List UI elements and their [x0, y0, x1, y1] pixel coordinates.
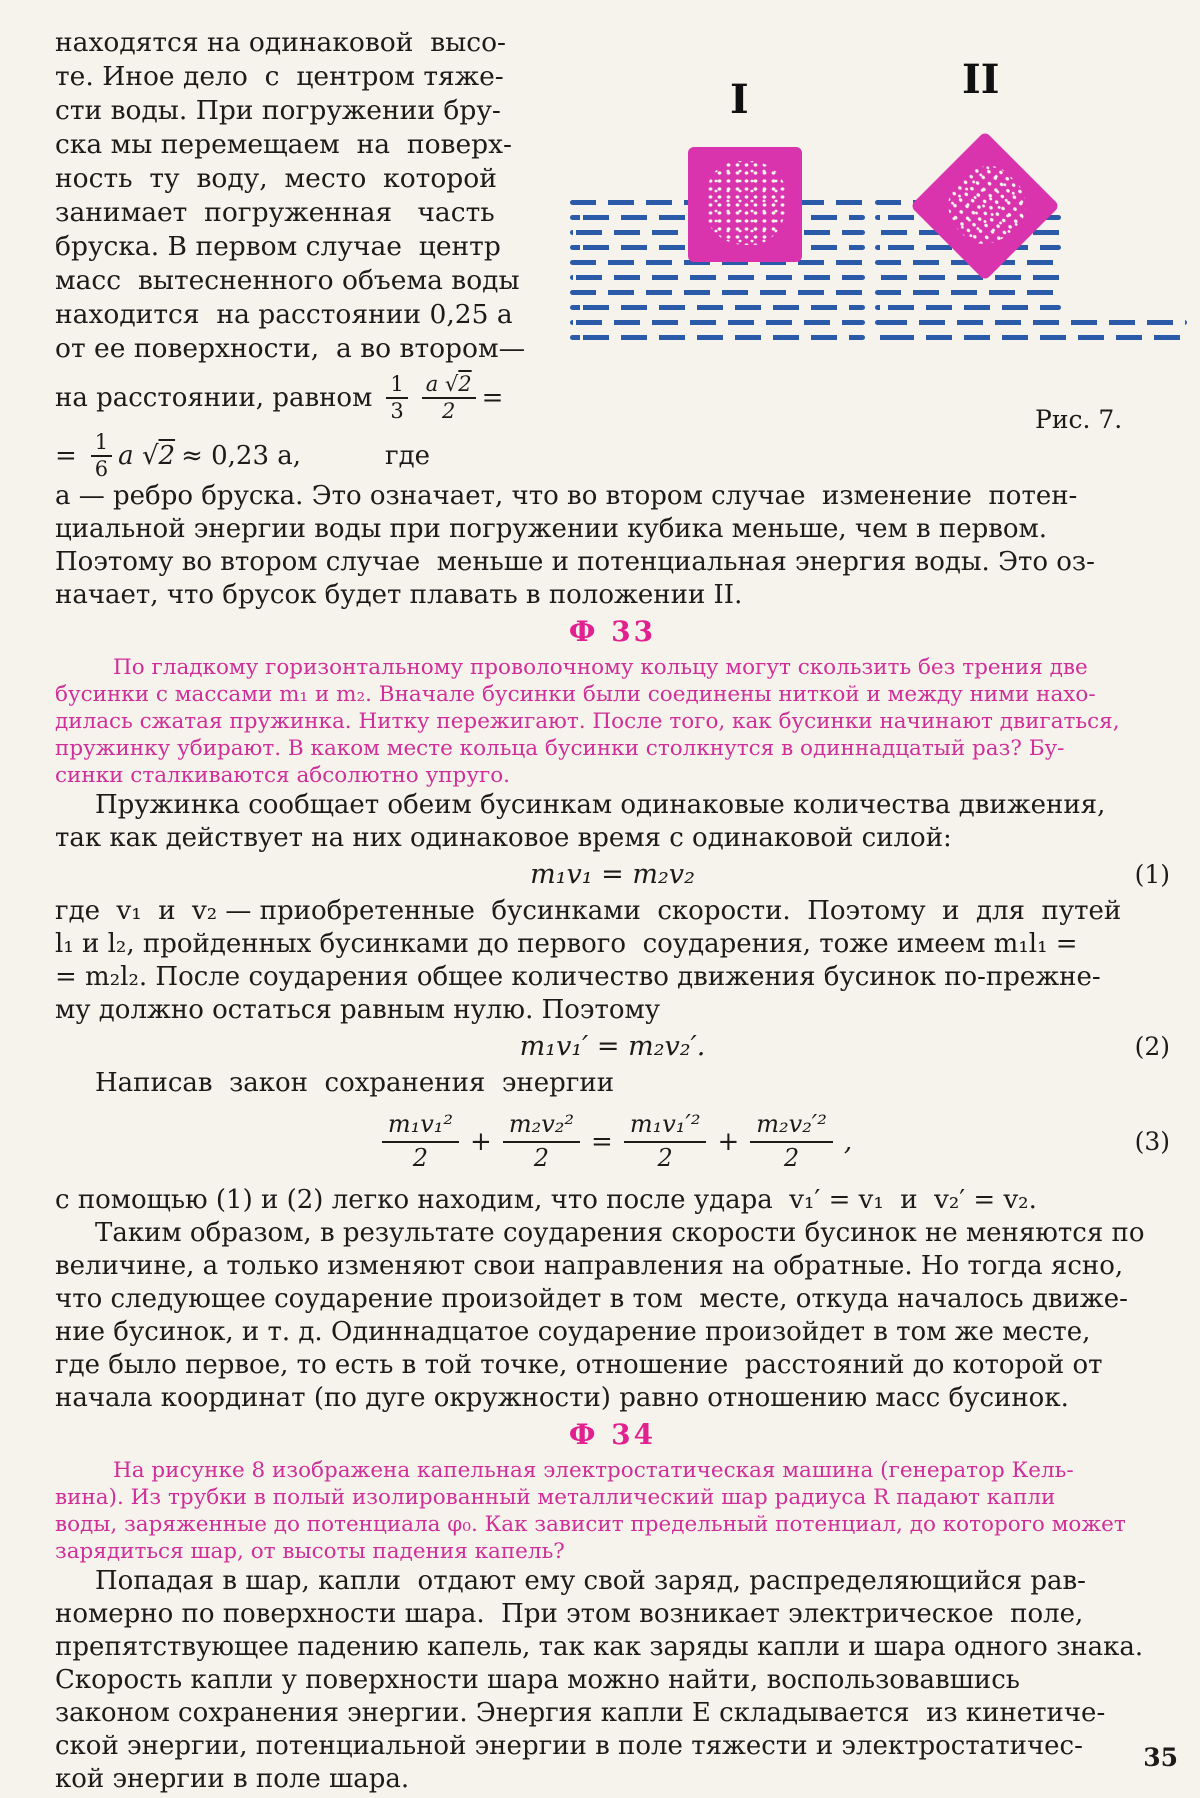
plus-operator: + — [470, 1127, 492, 1157]
paragraph-conclusion — [55, 480, 1170, 612]
text-line: начает, что брусок будет плавать в положении II. — [55, 580, 743, 610]
water-line — [570, 320, 865, 325]
text-line: сти воды. При погружении бру- — [55, 95, 501, 126]
problem-34-heading: Ф 34 — [568, 1418, 657, 1451]
text-line: находятся на одинаковой высо- — [55, 27, 506, 58]
figure-ris-7 — [552, 36, 1200, 476]
problem-33-heading: Ф 33 — [568, 615, 657, 648]
text-line: циальной энергии воды при погружении кубика меньше, чем в первом. — [55, 514, 1048, 544]
text-line: синки сталкиваются абсолютно упруго. — [55, 763, 511, 788]
text-line: му должно остаться равным нулю. Поэтому — [55, 995, 661, 1025]
text-line: бруска. В первом случае центр — [55, 231, 501, 262]
text-line: На рисунке 8 изображена капельная электростатическая машина (генератор Кель- — [113, 1458, 1074, 1483]
text-line: кой энергии в поле шара. — [55, 1764, 410, 1794]
text-line: ской энергии, потенциальной энергии в поле тяжести и электростатичес- — [55, 1731, 1083, 1761]
text-line: где было первое, то есть в той точке, отношение расстояний до которой от — [55, 1350, 1103, 1380]
text-line: находится на расстоянии 0,25 а — [55, 299, 513, 330]
text-line: законом сохранения энергии. Энергия капли E складывается из кинетиче- — [55, 1698, 1106, 1728]
text-line: с помощью (1) и (2) легко находим, что после удара v₁′ = v₁ и v₂′ = v₂. — [55, 1185, 1037, 1215]
fraction-numerator: a √2 — [422, 373, 476, 399]
text-line: начала координат (по дуге окружности) равно отношению масс бусинок. — [55, 1383, 1069, 1413]
text-line: что следующее соударение произойдет в том месте, откуда началось движе- — [55, 1284, 1128, 1314]
water-line — [875, 305, 1061, 310]
equation-1-number: (1) — [1134, 860, 1170, 889]
equation-3 — [55, 1100, 1170, 1184]
equation-1 — [55, 855, 1170, 895]
fraction-denominator: 3 — [390, 399, 404, 423]
solution-33-paragraph-3 — [55, 1067, 1170, 1100]
floating-block-position-i — [688, 147, 802, 262]
fraction-denominator: 2 — [441, 399, 456, 423]
text-line: = m₂l₂. После соударения общее количество движения бусинок по-прежне- — [55, 962, 1101, 992]
top-section — [55, 22, 1170, 480]
formula-prefix: на расстоянии, равном — [55, 383, 373, 413]
root-expression: a √2 — [118, 441, 176, 471]
where-word: где — [385, 441, 431, 471]
text-line: величине, а только изменяют свои направления на обратные. Но тогда ясно, — [55, 1251, 1124, 1281]
fraction-one-third — [386, 373, 407, 423]
fraction-denominator: 6 — [94, 457, 109, 481]
water-line — [570, 335, 865, 340]
fraction-one-sixth — [91, 431, 112, 481]
text-line: вина). Из трубки в полый изолированный металлический шар радиуса R падают капли — [55, 1485, 1056, 1510]
figure-caption: Рис. 7. — [1035, 405, 1123, 434]
page-number: 35 — [1143, 1743, 1178, 1772]
equals-operator: = — [591, 1127, 613, 1157]
text-line: Таким образом, в результате соударения скорости бусинок не меняются по — [95, 1218, 1145, 1248]
inline-formula-line — [55, 366, 560, 430]
text-line: Попадая в шар, капли отдают ему свой заряд, распределяющийся рав- — [95, 1566, 1086, 1596]
text-line: масс вытесненного объема воды — [55, 265, 520, 296]
solution-33-paragraph-2 — [55, 895, 1170, 1027]
problem-34-statement — [55, 1457, 1170, 1565]
text-line: где v₁ и v₂ — приобретенные бусинками скорости. Поэтому и для путей — [55, 896, 1122, 926]
text-line: ние бусинок, и т. д. Одиннадцатое соударение произойдет в том же месте, — [55, 1317, 1091, 1347]
text-line: бусинки с массами m₁ и m₂. Вначале бусинки были соединены ниткой и между ними нахо- — [55, 682, 1096, 707]
block-texture — [706, 161, 786, 245]
solution-33-paragraph-4 — [55, 1184, 1170, 1217]
solution-33-paragraph-5 — [55, 1217, 1170, 1415]
water-line — [570, 275, 865, 280]
figure-label-ii: II — [962, 56, 1000, 103]
text-line: Написав закон сохранения энергии — [95, 1068, 615, 1098]
text-line: пружинку убирают. В каком месте кольца бусинки столкнутся в одиннадцатый раз? Бу- — [55, 736, 1065, 761]
equation-2-body: m₁v₁′ = m₂v₂′. — [519, 1031, 706, 1062]
water-line — [570, 290, 865, 295]
formula-result-line — [55, 430, 560, 482]
equation-2-number: (2) — [1134, 1032, 1170, 1061]
text-line: от ее поверхности, а во втором— — [55, 333, 526, 364]
text-line: так как действует на них одинаковое время с одинаковой силой: — [55, 823, 952, 853]
solution-34-paragraph-1 — [55, 1565, 1170, 1697]
plus-operator: + — [717, 1127, 740, 1157]
fraction-numerator: 1 — [386, 373, 407, 399]
text-line: занимает погруженная часть — [55, 197, 495, 228]
equation-3-body — [373, 1100, 852, 1184]
block-texture — [935, 154, 1039, 258]
water-line — [875, 275, 1061, 280]
text-line: те. Иное дело с центром тяже- — [55, 61, 504, 92]
water-line — [875, 290, 1061, 295]
equation-2 — [55, 1027, 1170, 1067]
solution-33-paragraph-1 — [55, 789, 1170, 855]
approx-value: ≈ 0,23 a, — [181, 441, 302, 471]
text-line: воды, заряженные до потенциала φ₀. Как зависит предельный потенциал, до которого может — [55, 1512, 1126, 1537]
solution-34-paragraph-2 — [55, 1697, 1170, 1796]
intro-paragraph — [55, 26, 560, 366]
equation-3-number: (3) — [1134, 1127, 1170, 1156]
fraction-term: $\frac{\text{m₂v₂²}}{2}$ — [503, 1111, 580, 1172]
problem-33-statement — [55, 654, 1170, 789]
text-line: Скорость капли у поверхности шара можно найти, воспользовавшись — [55, 1665, 1020, 1695]
equals-sign: = — [481, 383, 504, 413]
fraction-a-root2 — [422, 373, 476, 423]
text-line: номерно по поверхности шара. При этом возникает электрическое поле, — [55, 1599, 1084, 1629]
fraction-numerator: 1 — [91, 431, 112, 457]
text-line: ска мы перемещаем на поверх- — [55, 129, 513, 160]
comma: , — [843, 1127, 853, 1157]
water-line — [875, 335, 1187, 340]
fraction-term: $\frac{\text{m₁v₁′²}}{2}$ — [624, 1111, 707, 1172]
fraction-term: $\frac{\text{m₂v₂′²}}{2}$ — [750, 1111, 833, 1172]
text-line: l₁ и l₂, пройденных бусинками до первого соударения, тоже имеем m₁l₁ = — [55, 929, 1078, 959]
text-line: препятствующее падению капель, так как заряды капли и шара одного знака. — [55, 1632, 1144, 1662]
water-line — [570, 305, 865, 310]
page-content — [55, 0, 1170, 1796]
equals-sign: = — [55, 441, 77, 471]
text-line: Пружинка сообщает обеим бусинкам одинаковые количества движения, — [95, 790, 1106, 820]
figure-label-i: I — [730, 76, 749, 123]
water-line — [875, 320, 1187, 325]
equation-1-body: m₁v₁ = m₂v₂ — [530, 859, 695, 890]
text-line: а — ребро бруска. Это означает, что во втором случае изменение потен- — [55, 481, 1078, 511]
text-line: По гладкому горизонтальному проволочному кольцу могут скользить без трения две — [113, 655, 1088, 680]
text-line: зарядиться шар, от высоты падения капель? — [55, 1539, 565, 1564]
text-line: ность ту воду, место которой — [55, 163, 497, 194]
fraction-term: m₁v₁² 2 — [382, 1111, 459, 1172]
text-line: Поэтому во втором случае меньше и потенциальная энергия воды. Это оз- — [55, 547, 1095, 577]
intro-column — [55, 26, 560, 482]
text-line: дилась сжатая пружинка. Нитку пережигают. После того, как бусинки начинают двигаться, — [55, 709, 1120, 734]
